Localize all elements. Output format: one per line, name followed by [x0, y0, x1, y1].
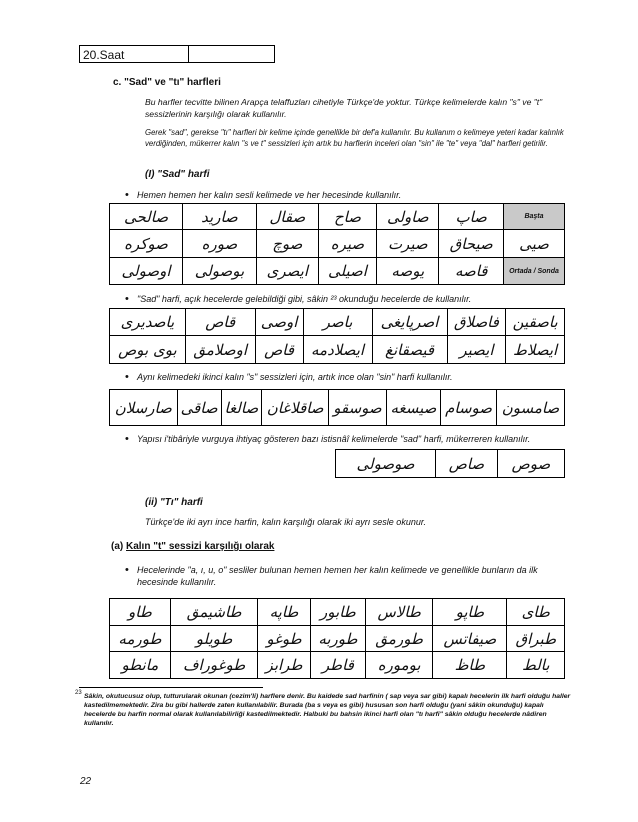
cell: صوره [183, 230, 257, 258]
subsection-ii-desc: Türkçe'de iki ayrı ince harfin, kalın karşılığı olarak iki ayrı sesle okunur. [145, 517, 426, 527]
cell: صوسقو [329, 390, 386, 426]
cell: صاص [436, 450, 498, 478]
footnote-text: Sâkin, okutucusuz olup, tutturularak okunan (cezim'li) harflere denir. Bu kaidede sad harfinin ( sap veya sar gibi) kapalı hecelerin ilk harfi olduğu haller kastedilmemektedir. Zira bu gibi hallerde zaten kullanılabilir. Burada (ba s veya es gibi) hususan son harfi olduğu (yani sâkin okunduğu) kapalı hecelerde bu harfin normal olarak kullanılabilirliği kastedilmektedir. Halbuki bu bahsin ikinci harfi olan "tı harfi" sâkin olduğu hecelerde nâdiren kullanılır. [84, 693, 571, 727]
cell: طاپو [433, 599, 507, 626]
cell: ايصرى [256, 258, 318, 285]
cell: اوصولى [110, 258, 183, 285]
cell: اوصلامق [185, 336, 255, 364]
cell: طبراق [507, 626, 565, 652]
cell: طوربه [310, 626, 366, 652]
section-c-title: c. "Sad" ve "tı" harfleri [113, 77, 221, 88]
cell: قيصقانغ [372, 336, 447, 364]
footnote-divider [79, 687, 263, 688]
cell: صيره [318, 230, 376, 258]
cell: قاطر [310, 652, 366, 679]
cell: صيحاق [439, 230, 504, 258]
bullet-5: • Hecelerinde "a, ı, u, o" sesliler bulunan hemen hemen her kalın kelimede ve genellikle bunların da ilk hecesinde kullanılır. [137, 564, 567, 588]
cell: بالط [507, 652, 565, 679]
subsection-a-label: Kalın "t" sessizi karşılığı olarak [126, 541, 275, 552]
bullet-1: • Hemen hemen her kalın sesli kelimede ve her hecesinde kullanılır. [137, 189, 567, 201]
cell: صارسلان [110, 390, 178, 426]
cell: صالحى [110, 204, 183, 230]
cell: قاصه [439, 258, 504, 285]
table-sad-sakin [109, 308, 565, 364]
cell: طوغو [258, 626, 310, 652]
cell: يوصه [377, 258, 439, 285]
cell: صقال [256, 204, 318, 230]
table-ti-thick-t [109, 598, 565, 679]
table-sad-positions [109, 203, 565, 285]
cell: طالاس [366, 599, 433, 626]
cell: مانطو [110, 652, 171, 679]
cell: بوموره [366, 652, 433, 679]
page-number: 22 [80, 776, 92, 787]
cell: طاو [110, 599, 171, 626]
cell: صاولى [377, 204, 439, 230]
intro-paragraph-1: Bu harfler tecvitte bilinen Arapça telaffuzları cihetiyle Türkçe'de yoktur. Türkçe kelimelerde kalın "s" ve "t" sessizlerinin karşılığı olarak kullanılır. [145, 97, 543, 119]
cell: ايصلادمه [303, 336, 372, 364]
cell: طای [507, 599, 565, 626]
tag-basta: Başta [504, 204, 565, 230]
subsection-a-prefix: (a) [111, 541, 126, 552]
cell: صيى [504, 230, 565, 258]
cell: طابور [310, 599, 366, 626]
cell: صيرت [377, 230, 439, 258]
bullet-2: • "Sad" harfi, açık hecelerde gelebildiği gibi, sâkin ²³ okunduğu hecelerde de kullanılır. [137, 293, 567, 305]
cell: صيسغه [386, 390, 441, 426]
cell: طاظ [433, 652, 507, 679]
cell: صامسون [496, 390, 564, 426]
cell: طاپه [258, 599, 310, 626]
cell: ايصير [447, 336, 506, 364]
cell: بوى بوص [110, 336, 186, 364]
cell: طورمه [110, 626, 171, 652]
cell: ايصلاط [506, 336, 565, 364]
subsection-a-title [111, 541, 274, 552]
cell: قاص [185, 309, 255, 336]
cell: طرابز [258, 652, 310, 679]
bullet-3: • Aynı kelimedeki ikinci kalın "s" sessizleri için, artık ince olan "sin" harfi kullanılır. [137, 371, 567, 383]
tag-ortada-sonda: Ortada / Sonda [504, 258, 565, 285]
lesson-title: 20.Saat [83, 48, 125, 62]
cell: اصرپايغى [372, 309, 447, 336]
cell: صاپ [439, 204, 504, 230]
cell: طوغوراف [170, 652, 257, 679]
subsection-ii-title: (ii) "Tı" harfi [145, 497, 203, 508]
table-sad-sin [109, 389, 565, 426]
cell: باصقين [506, 309, 565, 336]
cell: ياصديرى [110, 309, 186, 336]
cell: صوسام [441, 390, 497, 426]
cell: صاقى [177, 390, 221, 426]
subsection-i-title: (I) "Sad" harfi [145, 169, 210, 180]
cell: اوصى [255, 309, 303, 336]
cell: طورمق [366, 626, 433, 652]
cell: صاريد [183, 204, 257, 230]
cell: صاقلاغان [262, 390, 329, 426]
table-sad-double [335, 449, 565, 478]
cell: قاص [255, 336, 303, 364]
cell: صيفاتس [433, 626, 507, 652]
bullet-4: • Yapısı i'tibâriyle vurguya ihtiyaç gösteren bazı istisnâî kelimelerde "sad" harfi, mükerreren kullanılır. [137, 433, 567, 445]
lesson-header [79, 45, 189, 63]
cell: طويلو [170, 626, 257, 652]
cell: بوصولى [183, 258, 257, 285]
cell: صوچ [256, 230, 318, 258]
cell: صوكره [110, 230, 183, 258]
cell: صوصولى [336, 450, 436, 478]
footnote-number: 23 [75, 690, 82, 696]
intro-paragraph-2: Gerek "sad", gerekse "tı" harfleri bir kelime içinde genellikle bir def'a kullanılır. Bu kullanım o kelimeye yeteri kadar kalınlık verdiğinden, mükerrer kalın "s ve t" sessizleri için artık bu harflerin inceleri olan "sin" ile "te" veya "dal" harfleri getirilir. [145, 128, 564, 148]
cell: صوص [497, 450, 564, 478]
header-box-extension [189, 45, 275, 63]
cell: باصر [303, 309, 372, 336]
cell: صاح [318, 204, 376, 230]
cell: فاصلاق [447, 309, 506, 336]
cell: صالغا [221, 390, 261, 426]
cell: اصيلى [318, 258, 376, 285]
cell: طاشيمق [170, 599, 257, 626]
